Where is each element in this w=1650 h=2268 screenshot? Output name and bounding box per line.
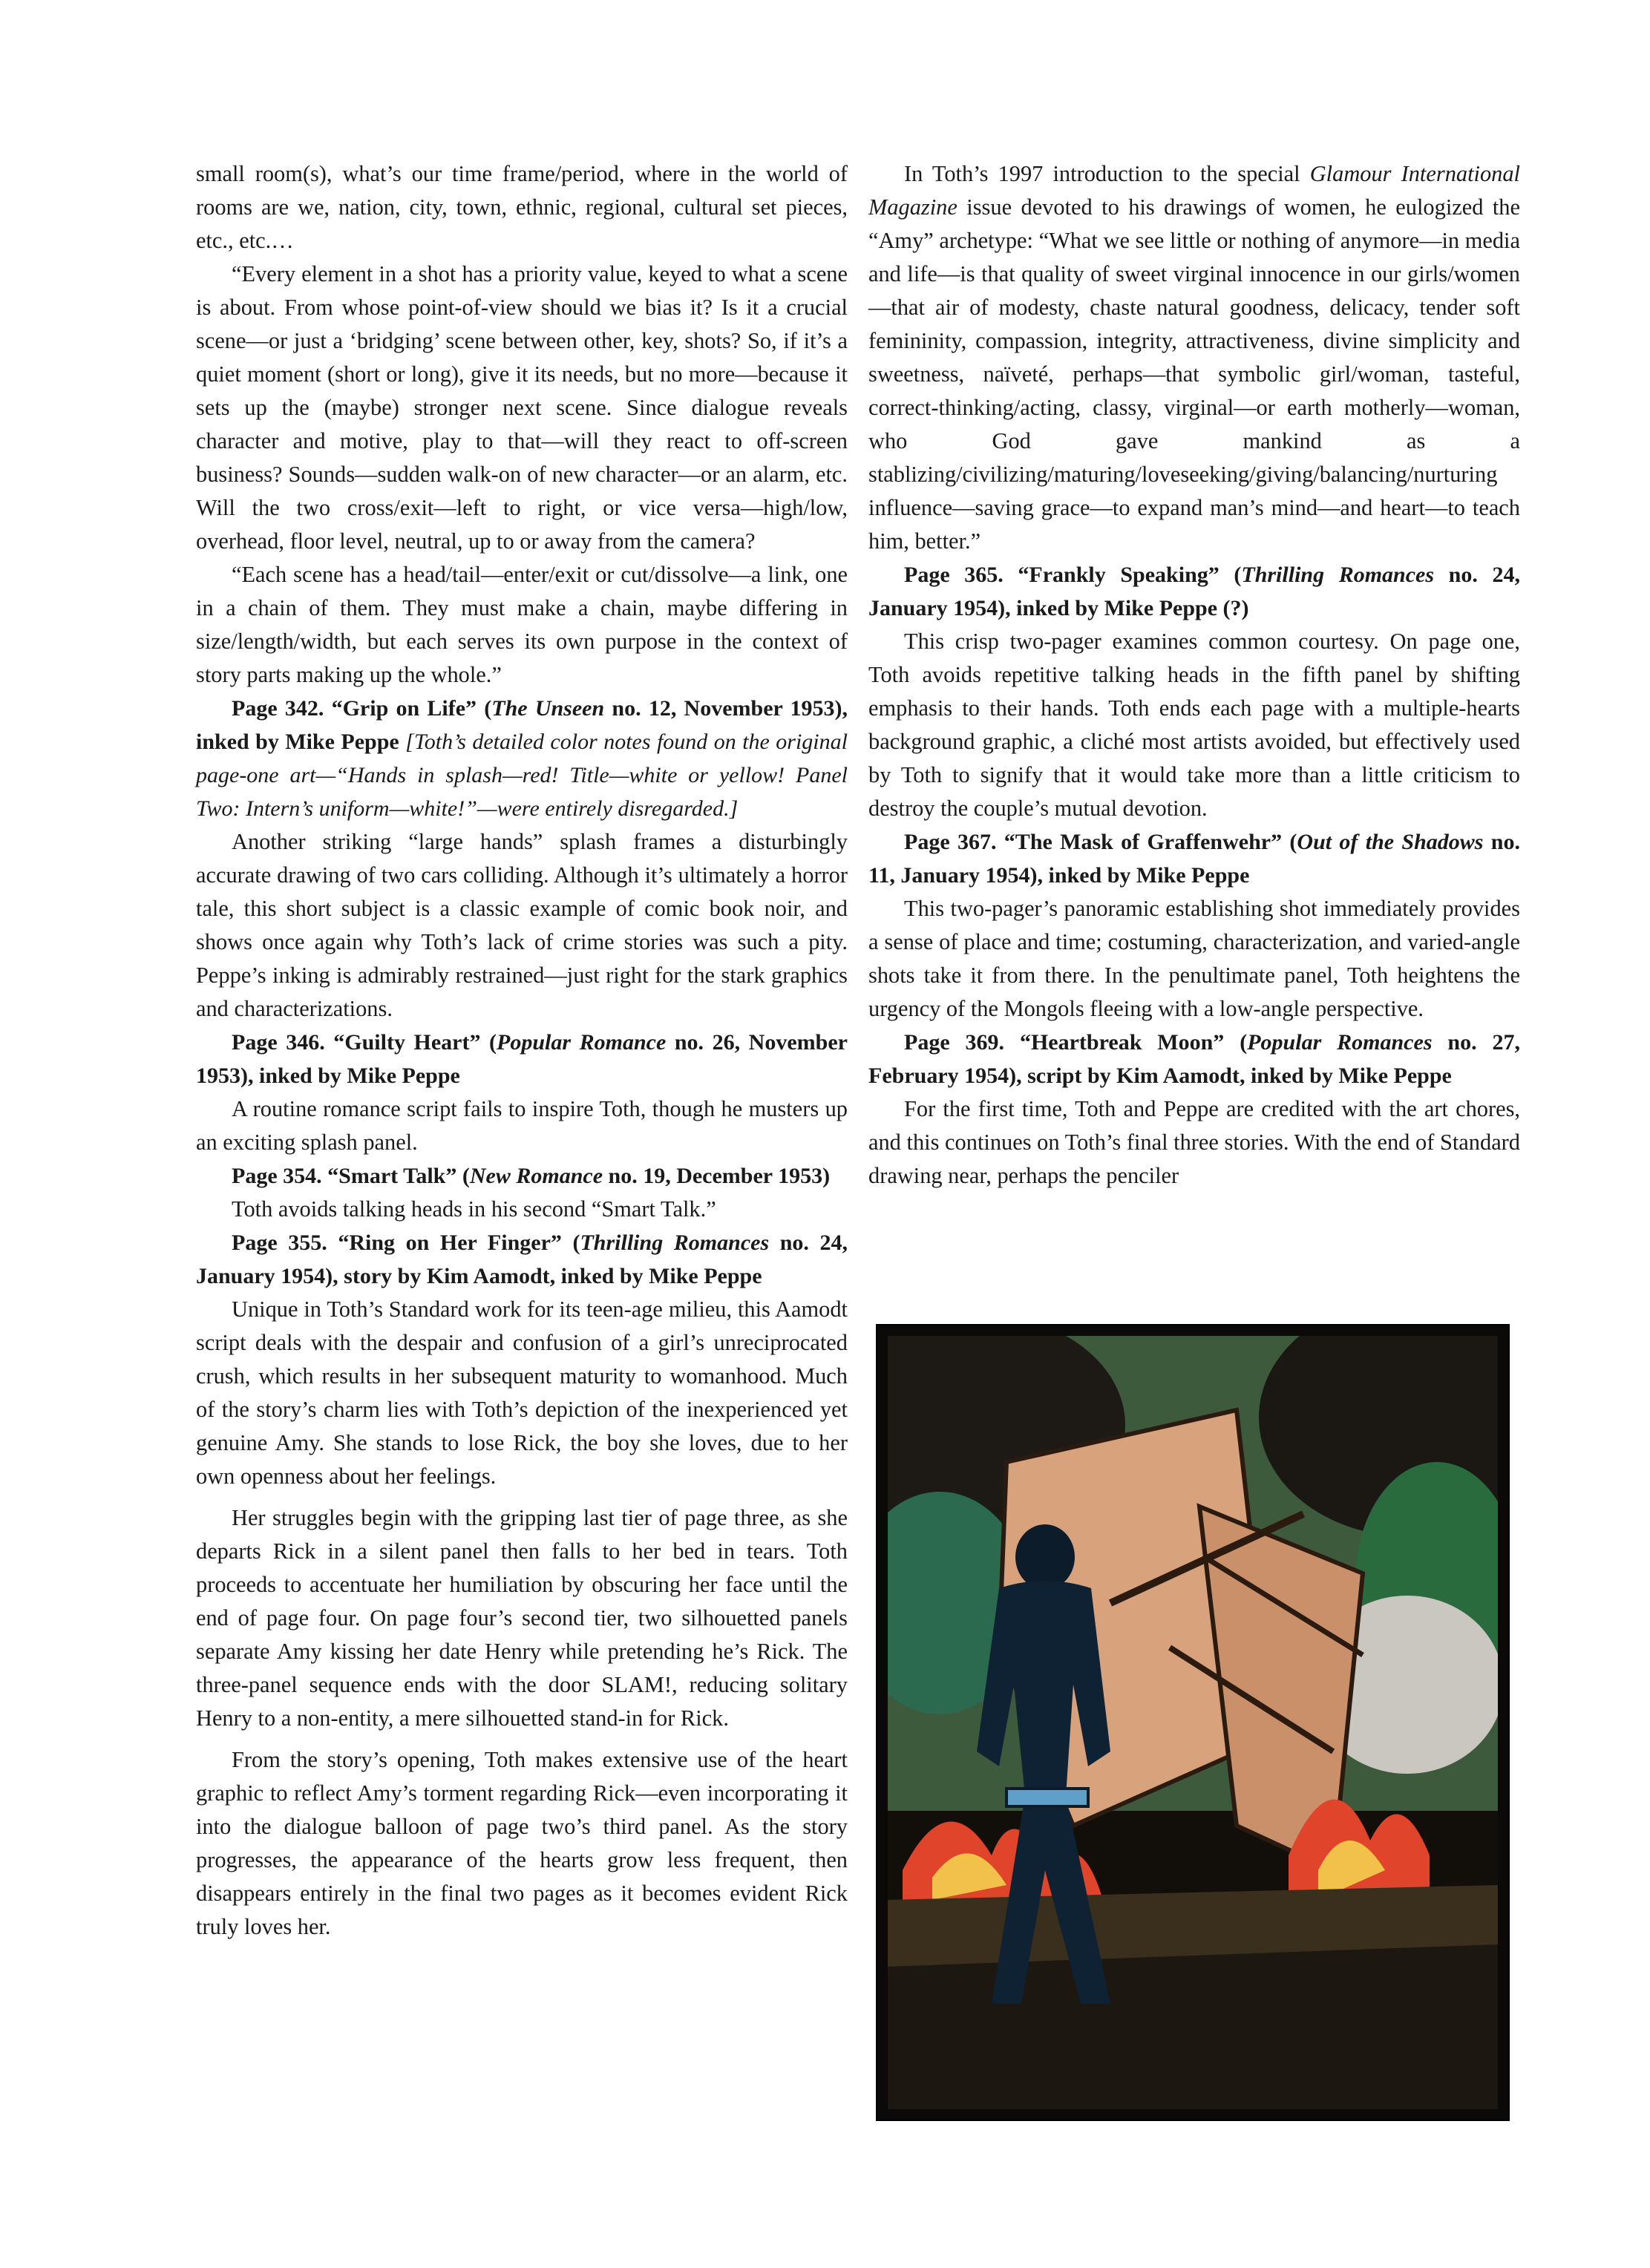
entry-heading-page-369: Page 369. “Heartbreak Moon” (Popular Romances no. 27, February 1954), script by Kim Aamodt, inked by Mike Peppe [868, 1030, 1521, 1088]
comic-panel-illustration [876, 1324, 1510, 2121]
left-column [196, 157, 848, 1944]
right-column [868, 157, 1520, 1193]
entry-heading-page-346: Page 346. “Guilty Heart” (Popular Romance no. 26, November 1953), inked by Mike Peppe [196, 1030, 848, 1088]
paragraph: A routine romance script fails to inspire Toth, though he musters up an exciting splash panel. [196, 1096, 848, 1155]
paragraph: small room(s), what’s our time frame/period, where in the world of rooms are we, nation, city, town, ethnic, regional, cultural set pieces, etc., etc.… [196, 161, 848, 253]
entry-heading-page-342: Page 342. “Grip on Life” (The Unseen no. 12, November 1953), inked by Mike Peppe [Toth’s detailed color notes found on the original page-one art—“Hands in splash—red! Title—white or yellow! Panel Two: Intern’s uniform—white!”—were entirely disregarded.] [196, 696, 848, 821]
paragraph: “Every element in a shot has a priority value, keyed to what a scene is about. From whose point-of-view should we bias it? Is it a crucial scene—or just a ‘bridging’ scene between other, key, shots? So, if it’s a quiet moment (short or long), give it its needs, but no more—because it sets up the (maybe) stronger next scene. Since dialogue reveals character and motive, play to that—will they react to off-screen business? Sounds—sudden walk-on of new character—or an alarm, etc. Will the two cross/exit—left to right, or vice versa—high/low, overhead, floor level, neutral, up to or away from the camera? [196, 261, 848, 554]
paragraph: From the story’s opening, Toth makes extensive use of the heart graphic to reflect Amy’s torment regarding Rick—even incorporating it into the dialogue balloon of page two’s third panel. As the story progresses, the appearance of the hearts grow less frequent, then disappears entirely in the final two pages as it becomes evident Rick truly loves her. [196, 1747, 848, 1939]
paragraph: “Each scene has a head/tail—enter/exit or cut/dissolve—a link, one in a chain of them. They must make a chain, maybe differing in size/length/width, but each serves its own purpose in the context of story parts making up the whole.” [196, 562, 848, 687]
entry-heading-page-355: Page 355. “Ring on Her Finger” (Thrilling Romances no. 24, January 1954), story by Kim Aamodt, inked by Mike Peppe [196, 1230, 848, 1288]
paragraph: Unique in Toth’s Standard work for its teen-age milieu, this Aamodt script deals with the despair and confusion of a girl’s unreciprocated crush, which results in her subsequent maturity to womanhood. Much of the story’s charm lies with Toth’s depiction of the inexperienced yet genuine Amy. She stands to lose Rick, the boy she loves, due to her own openness about her feelings. [196, 1297, 848, 1489]
paragraph: This crisp two-pager examines common courtesy. On page one, Toth avoids repetitive talking heads in the fifth panel by shifting emphasis to their hands. Toth ends each page with a multiple-hearts background graphic, a cliché most artists avoided, but effectively used by Toth to signify that it would take more than a little criticism to destroy the couple’s mutual devotion. [868, 629, 1520, 821]
entry-heading-page-354: Page 354. “Smart Talk” (New Romance no. 19, December 1953) [232, 1164, 831, 1188]
comic-panel-artwork [888, 1336, 1498, 2109]
entry-heading-page-367: Page 367. “The Mask of Graffenwehr” (Out of the Shadows no. 11, January 1954), inked by Mike Peppe [868, 830, 1520, 888]
paragraph: Toth avoids talking heads in his second “Smart Talk.” [232, 1196, 716, 1222]
paragraph: Another striking “large hands” splash frames a disturbingly accurate drawing of two cars colliding. Although it’s ultimately a horror tale, this short subject is a classic example of comic book noir, and shows once again why Toth’s lack of crime stories was such a pity. Peppe’s inking is admirably restrained—just right for the stark graphics and characterizations. [196, 829, 848, 1021]
paragraph: This two-pager’s panoramic establishing shot immediately provides a sense of place and time; costuming, characterization, and varied-angle shots take it from there. In the penultimate panel, Toth heightens the urgency of the Mongols fleeing with a low-angle perspective. [868, 896, 1520, 1021]
paragraph: For the first time, Toth and Peppe are credited with the art chores, and this continues on Toth’s final three stories. With the end of Standard drawing near, perhaps the penciler [868, 1096, 1520, 1188]
entry-heading-page-365: Page 365. “Frankly Speaking” (Thrilling Romances no. 24, January 1954), inked by Mike Peppe (?) [868, 563, 1520, 620]
paragraph: In Toth’s 1997 introduction to the special Glamour International Magazine issue devoted to his drawings of women, he eulogized the “Amy” archetype: “What we see little or nothing of anymore—in media and life—is that quality of sweet virginal innocence in our girls/women—that air of modesty, chaste natural goodness, delicacy, tender soft femininity, compassion, integrity, attractiveness, divine simplicity and sweetness, naïveté, perhaps—that symbolic girl/woman, tasteful, correct-thinking/acting, classy, virginal—or earth motherly—woman, who God gave mankind as a stablizing/civilizing/maturing/loveseeking/giving/balancing/nurturing influence—saving grace—to expand man’s mind—and heart—to teach him, better.” [868, 161, 1520, 554]
paragraph: Her struggles begin with the gripping last tier of page three, as she departs Rick in a silent panel then falls to her bed in tears. Toth proceeds to accentuate her humiliation by obscuring her face until the end of page four. On page four’s second tier, two silhouetted panels separate Amy kissing her date Henry while pretending he’s Rick. The three-panel sequence ends with the door SLAM!, reducing solitary Henry to a non-entity, a mere silhouetted stand-in for Rick. [196, 1505, 848, 1731]
